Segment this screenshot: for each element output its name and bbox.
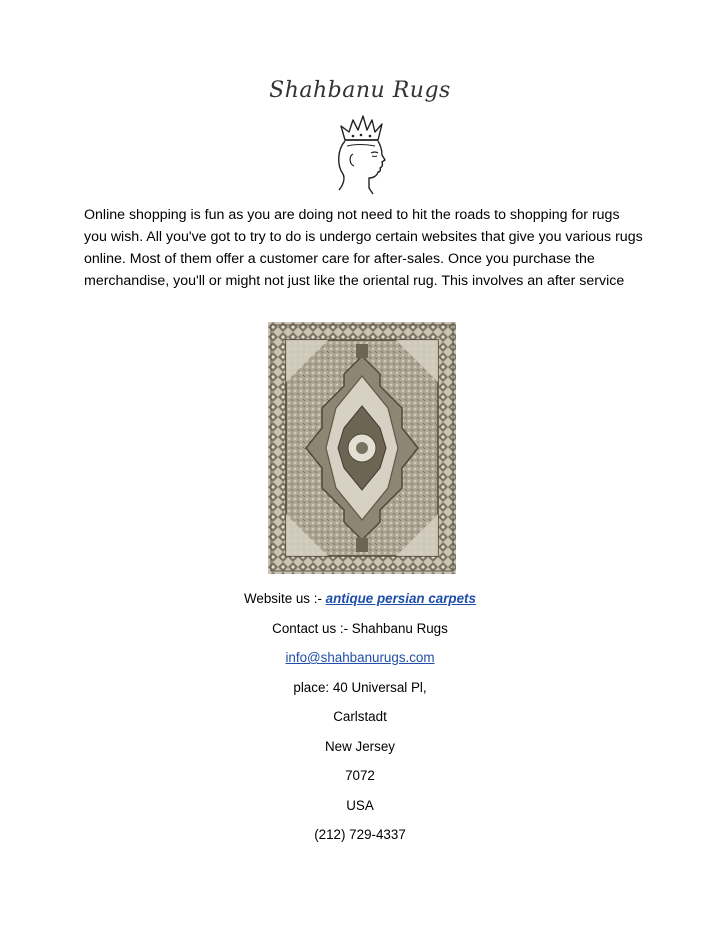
address-zip: 7072 bbox=[345, 768, 375, 783]
brand-logo-text: Shahbanu Rugs bbox=[269, 78, 451, 103]
phone-number: (212) 729-4337 bbox=[314, 827, 406, 842]
address-country: USA bbox=[346, 797, 374, 813]
website-line bbox=[0, 589, 720, 619]
address-place: place: 40 Universal Pl, bbox=[293, 679, 427, 695]
email-line bbox=[0, 648, 720, 678]
email-link[interactable]: info@shahbanurugs.com bbox=[285, 650, 435, 665]
address-state: New Jersey bbox=[325, 738, 395, 754]
persian-rug-image bbox=[268, 322, 456, 574]
intro-paragraph: Online shopping is fun as you are doing not need to hit the roads to shopping for rugs you wish. All you've got to try to do is undergo certain websites that give you various rugs online. Most of them offer a customer care for after-sales. Once you purchase the merchandise, you'll or might not just like the oriental rug. This involves an after service bbox=[84, 207, 643, 289]
contact-line: Contact us :- Shahbanu Rugs bbox=[272, 620, 448, 636]
crowned-head-icon bbox=[325, 110, 395, 196]
contact-block bbox=[0, 589, 720, 855]
website-label: Website us :- bbox=[244, 591, 326, 606]
website-link[interactable]: antique persian carpets bbox=[325, 591, 476, 606]
brand-logo bbox=[0, 78, 720, 196]
address-city: Carlstadt bbox=[333, 709, 387, 724]
